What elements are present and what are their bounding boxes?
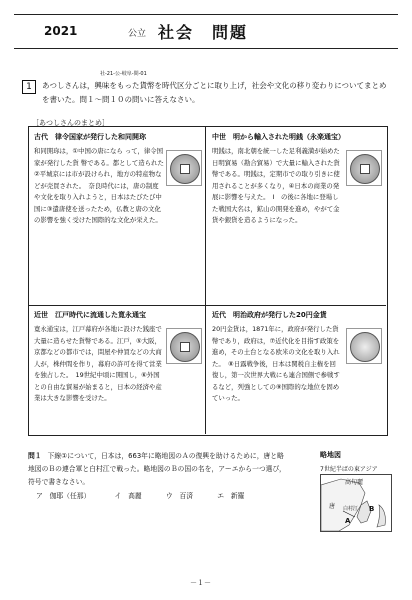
map-label-hakusukinoe: 白村江 <box>343 506 359 512</box>
question-code: 社-21-公-岐阜-問-01 <box>100 71 147 77</box>
cell-modern-text: 20円金貨は，1871年に，政府が発行した貨幣であり，政府は，⑦近代化を目指す政策を進め，その土台となる欧米の文化を取り入れた。 ⑧日露戦争後，日本は関税自主権を回復し，第一次世界大戦にも連合国側で参戦するなど，列強としての⑨国際的な地位を固めていった。 <box>212 325 340 402</box>
question-number: 1 <box>22 80 36 94</box>
coin-icon <box>350 154 380 184</box>
kanei-tsuho-coin-image <box>166 328 202 364</box>
q1-text <box>28 450 290 489</box>
q1-body: 下線①について，日本は，663年に略地図のＡの復興を助けるために，唐と略地図のＢの連合軍と白村江で戦った。略地図のＢの国の名を，アーエから一つ選び，符号で書きなさい。 <box>28 452 286 486</box>
summary-divider-horizontal <box>28 305 386 306</box>
map-label-a: A <box>345 517 351 525</box>
cell-medieval-title: 中世 明から輸入された明銭（永楽通宝） <box>212 133 345 141</box>
choice-u[interactable]: ウ 百済 <box>165 492 194 500</box>
map-title: 略地図 <box>320 451 341 459</box>
header-rule <box>14 48 398 49</box>
map-label-tang: 唐 <box>329 503 336 510</box>
page-number: －１－ <box>190 579 211 587</box>
summary-label: ［あつしさんのまとめ］ <box>32 119 109 127</box>
choice-a[interactable]: ア 伽耶（任那） <box>36 492 91 500</box>
cell-modern-title: 近代 明治政府が発行した20円金貨 <box>212 311 327 319</box>
eiraku-tsuho-coin-image <box>346 150 382 186</box>
choice-e[interactable]: エ 新羅 <box>217 492 245 500</box>
map-label-goguryeo: 高句麗 <box>345 479 364 486</box>
coin-icon <box>170 332 200 362</box>
q1-choices <box>36 490 244 500</box>
cell-medieval-text: 明銭は，南北朝を統一した足利義満が始めた日明貿易（勘合貿易）で大量に輸入された貨幣である。明銭は，定期市での取り引きに使用されることが多くなり，④日本の商業の発展に影響を与えた。 Ⅰ の後に各地に登場した戦国大名は，鉱山の開発を進め，やがて金貨や銀貨を造るようになった。 <box>212 147 340 224</box>
question-intro: あつしさんは，興味をもった貨幣を時代区分ごとに取り上げ，社会や文化の移り変わりについてまとめを書いた。問１～問１０の問いに答えなさい。 <box>42 81 387 104</box>
coin-icon <box>350 332 380 362</box>
east-asia-map <box>320 474 392 532</box>
map-label-b: B <box>369 505 375 513</box>
choice-i[interactable]: イ 高麗 <box>114 492 142 500</box>
q1-label: 問１ <box>28 452 42 460</box>
exam-year: 2021 <box>44 24 78 38</box>
cell-ancient-text: 和同開珎は，①中国の唐になら って，律令国家が発行した貨 幣である。都として造られた ②平城京には市が設けられ，地方の特産物などが売買された。 奈良時代には，唐の制度や文化を取り入れようと，日本はたびたび中国に③遣唐使を送ったため，仏教と唐の文化の影響を強く受けた国際的な文化が栄えた。 <box>34 147 164 224</box>
public-label: 公立 <box>128 29 147 39</box>
subject-title: 社会 問題 <box>158 23 249 42</box>
cell-ancient-title: 古代 律令国家が発行した和同開珎 <box>34 133 146 141</box>
summary-divider-vertical <box>205 126 206 434</box>
top-rule <box>14 14 398 15</box>
coin-icon <box>170 154 200 184</box>
gold-coin-20-yen-image <box>346 328 382 364</box>
cell-early-modern-title: 近世 江戸時代に流通した寛永通宝 <box>34 311 146 319</box>
wado-kaichin-coin-image <box>166 150 202 186</box>
map-caption: 7世紀半ばの東アジア <box>320 466 378 473</box>
cell-early-modern-text: 寛永通宝は，江戸幕府が各地に設けた銭座で大量に造らせた貨幣である。江戸，⑤大阪，京都などの都市では，問屋や仲買などの大商人が，株仲間を作り，幕府の許可を得て営業を独占した。 19世紀中頃に開国し，⑥外国との自由な貿易が始まると，日本の経済や産業は大きな影響を受けた。 <box>34 325 162 402</box>
